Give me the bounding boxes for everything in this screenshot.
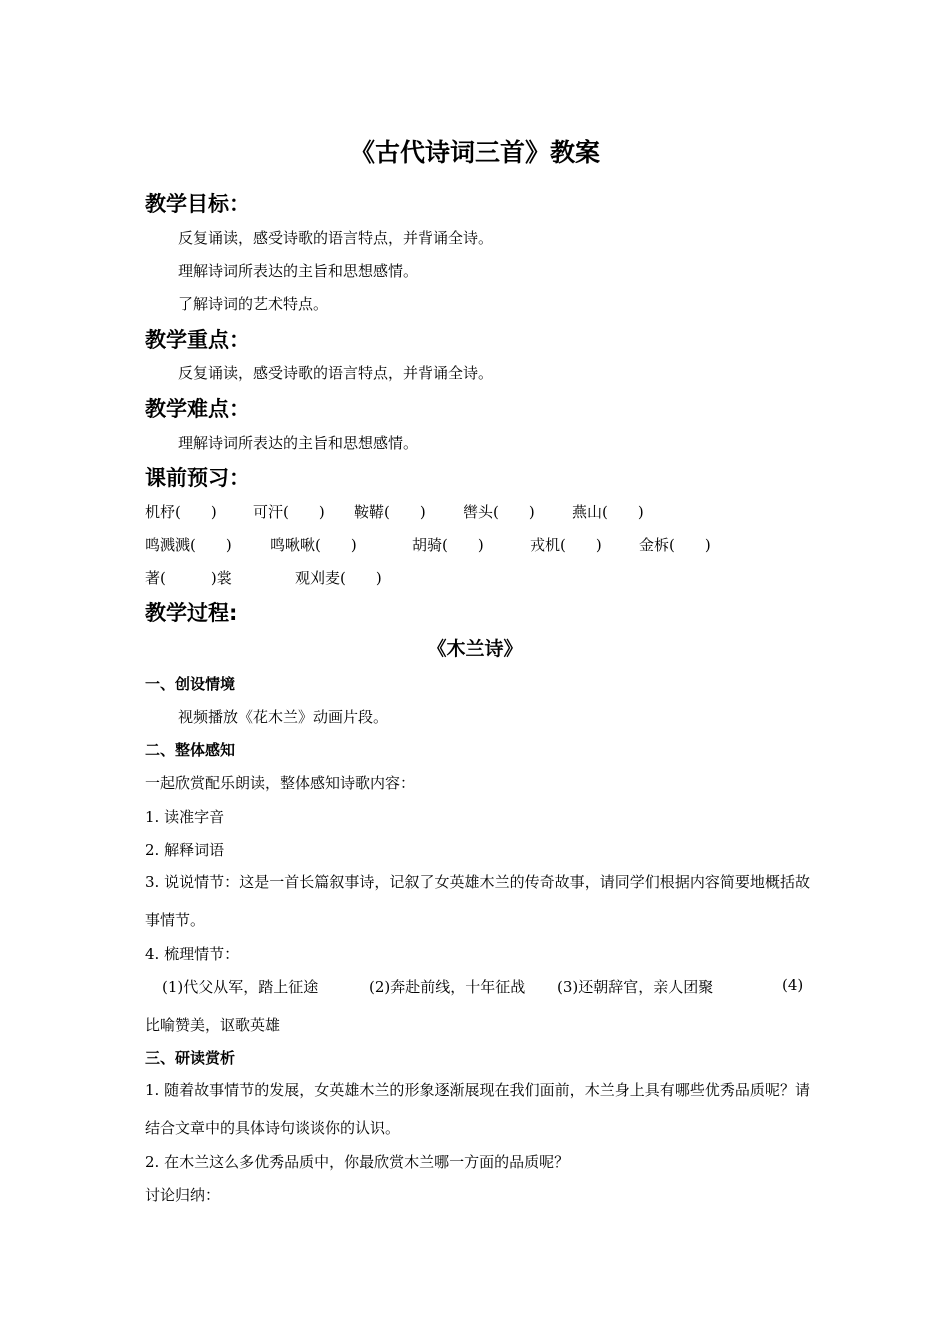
preview-word: 鸣溅溅( ) <box>145 536 232 554</box>
question-item: 2. 在木兰这么多优秀品质中，你最欣赏木兰哪一方面的品质呢？ <box>145 1153 570 1171</box>
difficulty-heading: 教学难点： <box>145 397 250 421</box>
section-heading: 二、整体感知 <box>145 741 236 759</box>
list-item: 3. 说说情节：这是一首长篇叙事诗，记叙了女英雄木兰的传奇故事，请同学们根据内容简要地概括故事情节。 <box>145 873 810 929</box>
preview-word: 戎机( ) <box>530 536 602 554</box>
goal-item: 反复诵读，感受诗歌的语言特点，并背诵全诗。 <box>178 229 494 247</box>
plot-item: (2)奔赴前线，十年征战 <box>369 978 526 996</box>
preview-word: 燕山( ) <box>572 503 644 521</box>
preview-word: 可汗( ) <box>253 503 325 521</box>
goal-item: 理解诗词所表达的主旨和思想感情。 <box>178 262 419 280</box>
preview-word: 著( )裳 <box>145 569 232 587</box>
poem-title: 《木兰诗》 <box>427 638 523 660</box>
section-heading: 三、研读赏析 <box>145 1049 236 1067</box>
list-item: 4. 梳理情节： <box>145 945 240 963</box>
difficulty-text: 理解诗词所表达的主旨和思想感情。 <box>178 434 419 452</box>
section-heading: 一、创设情境 <box>145 675 236 693</box>
preview-word: 机杼( ) <box>145 503 217 521</box>
page-title: 《古代诗词三首》教案 <box>349 138 600 167</box>
summary-label: 讨论归纳： <box>145 1186 221 1204</box>
preview-word: 金柝( ) <box>639 536 711 554</box>
goal-item: 了解诗词的艺术特点。 <box>178 295 329 313</box>
preview-word: 辔头( ) <box>463 503 535 521</box>
question-item: 1. 随着故事情节的发展，女英雄木兰的形象逐渐展现在我们面前，木兰身上具有哪些优秀品质呢？请结合文章中的具体诗句谈谈你的认识。 <box>145 1081 810 1137</box>
preview-heading: 课前预习： <box>145 466 250 490</box>
plot-item: (1)代父从军，踏上征途 <box>162 978 319 996</box>
plot-item: (3)还朝辞官，亲人团聚 <box>557 978 714 996</box>
preview-word: 观刈麦( ) <box>295 569 382 587</box>
list-item: 2. 解释词语 <box>145 841 225 859</box>
plot-item-continued: 比喻赞美，讴歌英雄 <box>145 1016 281 1034</box>
list-item: 1. 读准字音 <box>145 808 225 826</box>
section-text: 视频播放《花木兰》动画片段。 <box>178 708 389 726</box>
section-text: 一起欣赏配乐朗读，整体感知诗歌内容： <box>145 774 416 792</box>
process-heading: 教学过程: <box>145 601 238 625</box>
goals-heading: 教学目标： <box>145 192 250 216</box>
plot-item: (4) <box>782 976 804 994</box>
focus-heading: 教学重点： <box>145 328 250 352</box>
focus-text: 反复诵读，感受诗歌的语言特点，并背诵全诗。 <box>178 364 494 382</box>
preview-word: 胡骑( ) <box>412 536 484 554</box>
preview-word: 鸣啾啾( ) <box>270 536 357 554</box>
preview-word: 鞍鞯( ) <box>354 503 426 521</box>
